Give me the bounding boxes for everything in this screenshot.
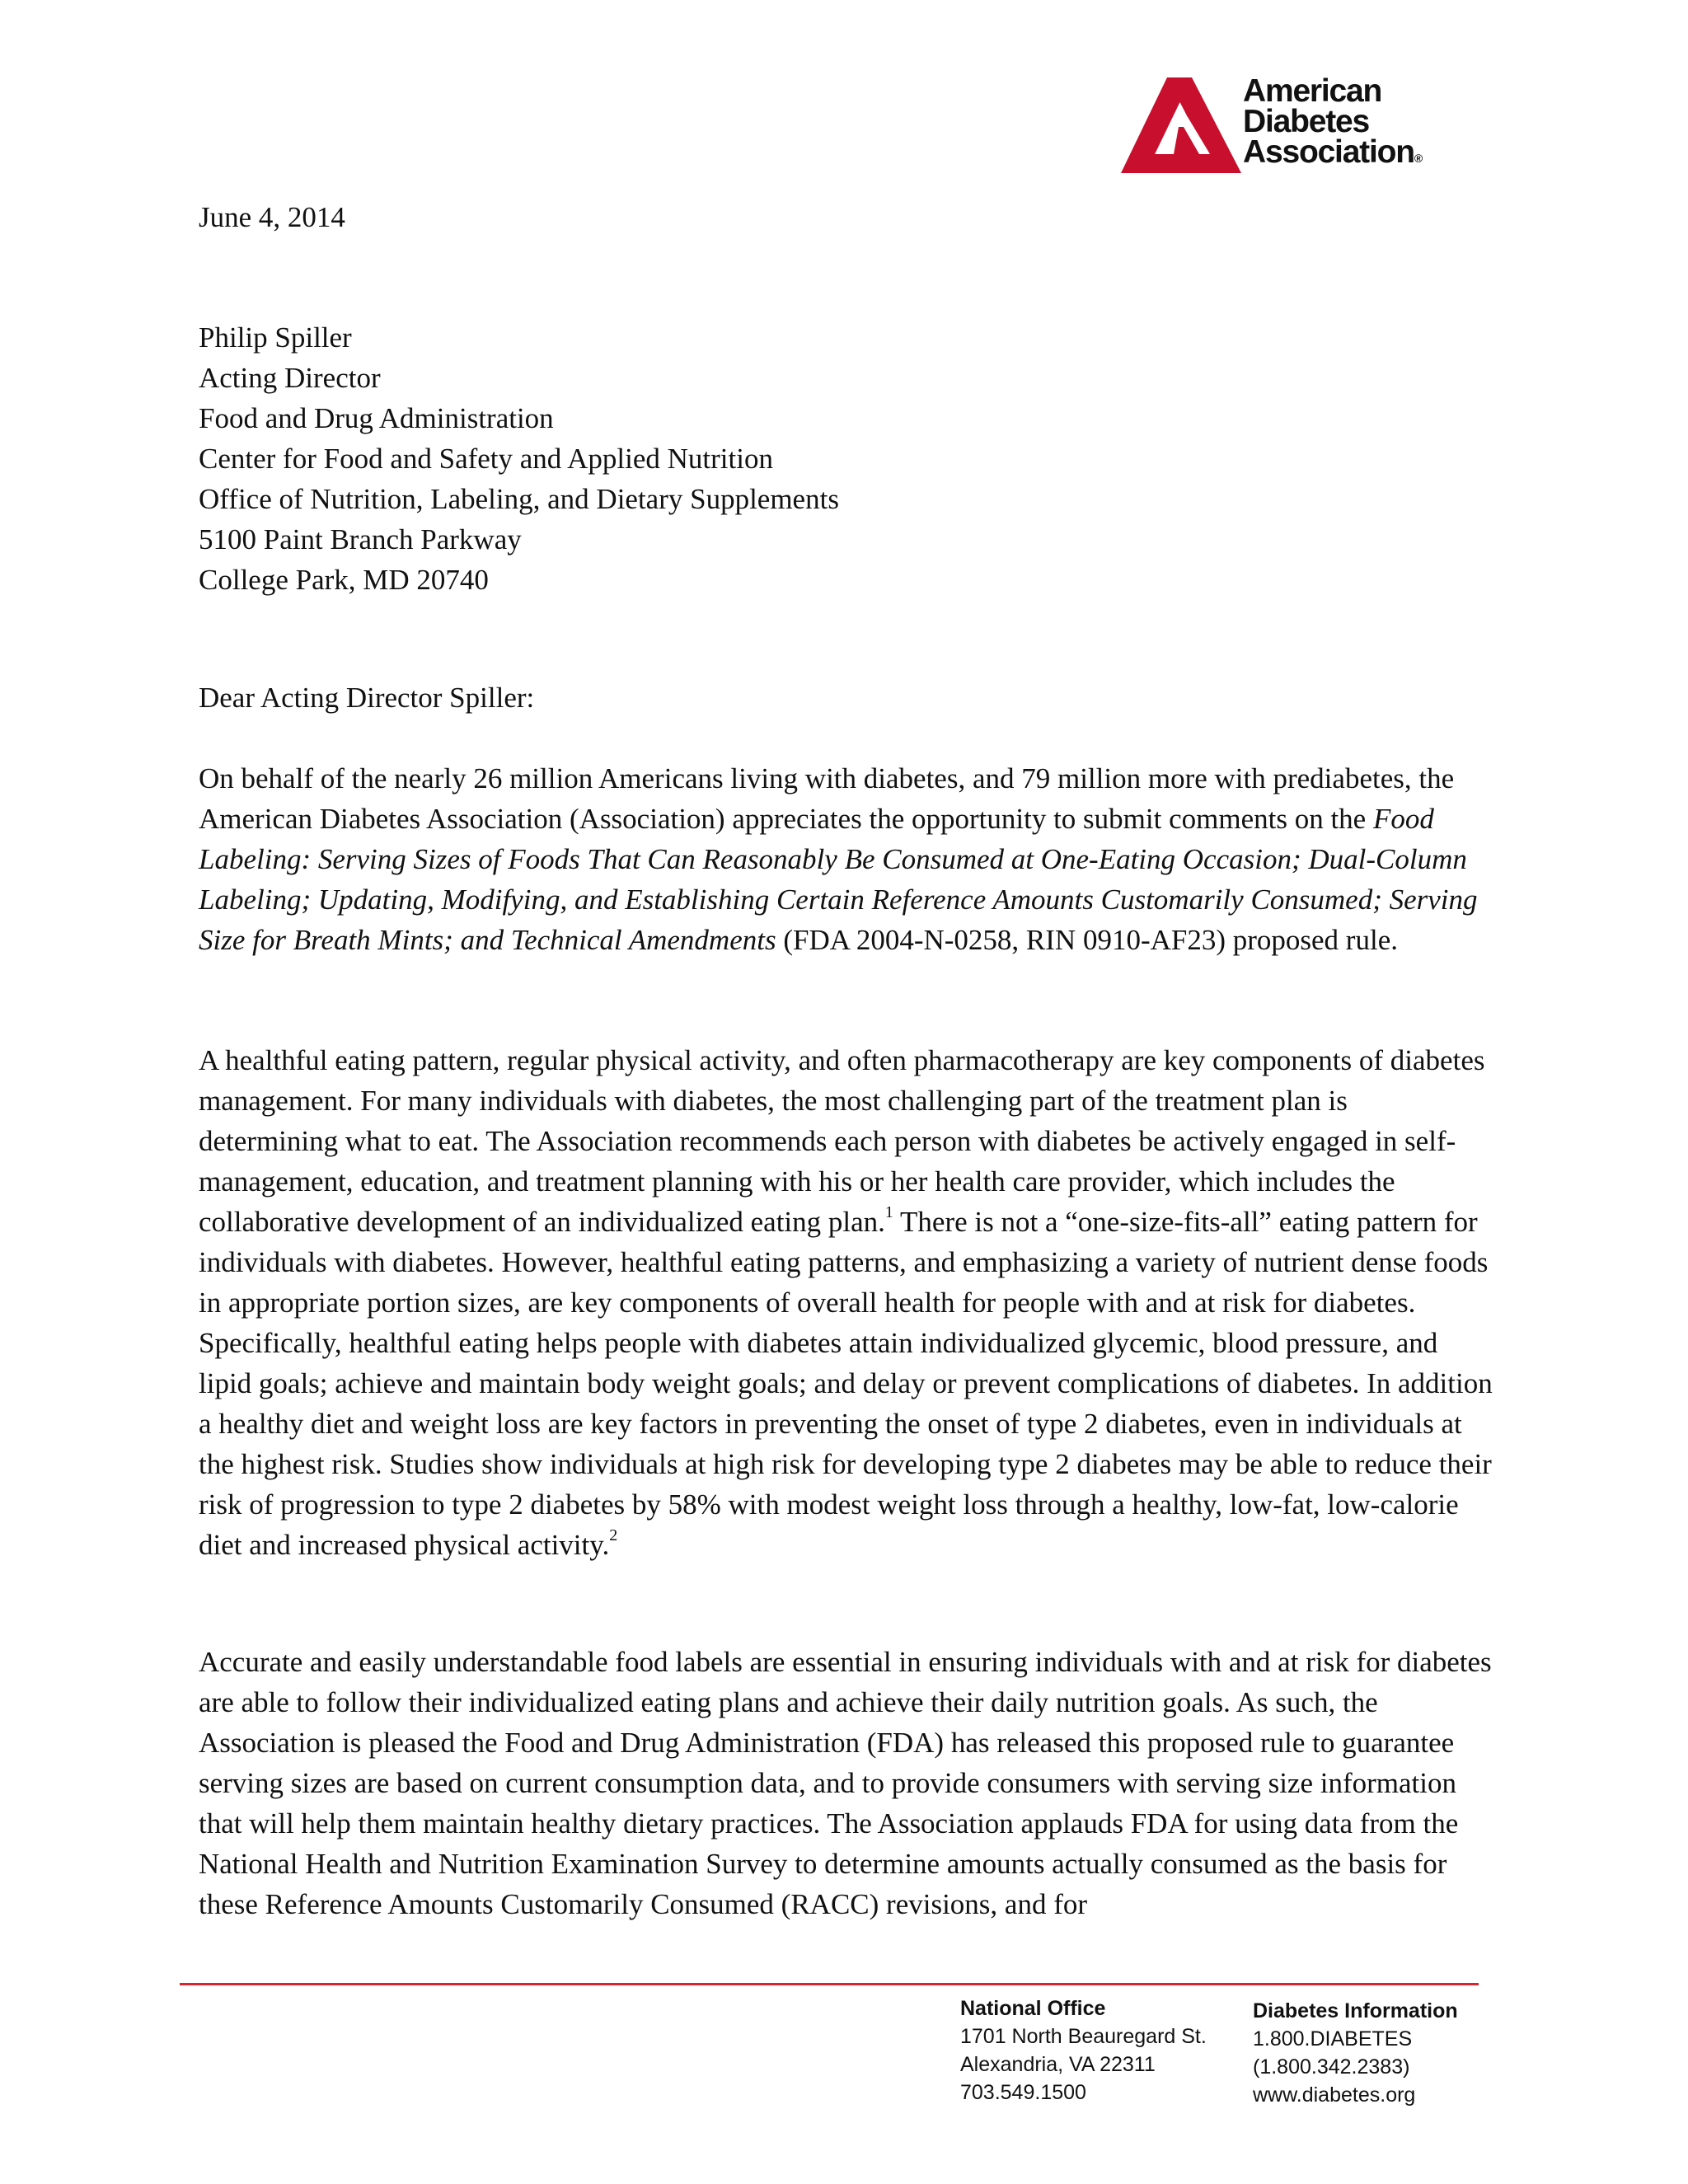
paragraph-1-outro: (FDA 2004-N-0258, RIN 0910-AF23) proposed rule. (776, 924, 1398, 956)
address-line: Philip Spiller (199, 321, 352, 354)
address-line: College Park, MD 20740 (199, 564, 489, 596)
body-paragraph-3 (199, 1642, 1493, 1924)
paragraph-2-part-2: There is not a “one-size-fits-all” eating pattern for individuals with diabetes. However, healthful eating patterns, and emphasizing a variety of nutrient dense foods in appropriate portion sizes, are key components of overall health for people with and at risk for diabetes. Specifically, healthful eating helps people with diabetes attain individualized glycemic, blood pressure, and lipid goals; achieve and maintain body weight goals; and delay or prevent complications of diabetes. In addition a healthy diet and weight loss are key factors in preventing the onset of type 2 diabetes, even in individuals at the highest risk. Studies show individuals at high risk for developing type 2 diabetes may be able to reduce their risk of progression to type 2 diabetes by 58% with modest weight loss through a healthy, low-fat, low-calorie diet and increased physical activity. (199, 1206, 1493, 1561)
address-line: Office of Nutrition, Labeling, and Dietary Supplements (199, 483, 839, 515)
registered-mark: ® (1414, 152, 1423, 165)
logo-line-2: Diabetes (1243, 104, 1369, 139)
footer-diabetes-information (1253, 1997, 1458, 2109)
footer-website-link[interactable]: www.diabetes.org (1253, 2083, 1416, 2107)
address-line: Food and Drug Administration (199, 402, 554, 434)
ada-logo (1121, 73, 1467, 178)
rule-title: Food Labeling: Serving Sizes of Foods That Can Reasonably Be Consumed at One-Eating Occasion; Dual-Column Labeling; Updating, Modifying, and Establishing Certain Reference Amounts Customarily Consumed; Serving Size for Breath Mints; and Technical Amendments (199, 803, 1478, 956)
logo-line-3-text: Association (1243, 134, 1414, 170)
address-line: Center for Food and Safety and Applied Nutrition (199, 443, 773, 475)
logo-line-3 (1243, 134, 1423, 174)
footer-national-office (960, 1994, 1207, 2107)
footer-office-heading: National Office (960, 1997, 1106, 2020)
address-line: 5100 Paint Branch Parkway (199, 523, 522, 555)
footer-office-line: Alexandria, VA 22311 (960, 2053, 1156, 2076)
footer-info-line: 1.800.DIABETES (1253, 2027, 1413, 2050)
footer-office-line: 703.549.1500 (960, 2081, 1086, 2104)
footnote-ref-2[interactable]: 2 (609, 1526, 618, 1545)
footer-info-heading: Diabetes Information (1253, 1999, 1458, 2022)
body-paragraph-1 (199, 758, 1493, 960)
footnote-ref-1[interactable]: 1 (884, 1203, 893, 1222)
recipient-address (199, 317, 1493, 600)
ada-triangle-icon (1121, 76, 1245, 178)
paragraph-2-part-1: A healthful eating pattern, regular physical activity, and often pharmacotherapy are key components of diabetes management. For many individuals with diabetes, the most challenging part of the treatment plan is determining what to eat. The Association recommends each person with diabetes be actively engaged in self-management, education, and treatment planning with his or her health care provider, which includes the collaborative development of an individualized eating plan. (199, 1044, 1485, 1238)
letter-date: June 4, 2014 (199, 201, 345, 233)
paragraph-1-intro: On behalf of the nearly 26 million Americans living with diabetes, and 79 million more with prediabetes, the American Diabetes Association (Association) appreciates the opportunity to submit comments on the (199, 762, 1455, 835)
footer-rule (180, 1983, 1479, 1985)
salutation: Dear Acting Director Spiller: (199, 682, 535, 714)
address-line: Acting Director (199, 362, 381, 394)
paragraph-3-text: Accurate and easily understandable food labels are essential in ensuring individuals with and at risk for diabetes are able to follow their individualized eating plans and achieve their daily nutrition goals. As such, the Association is pleased the Food and Drug Administration (FDA) has released this proposed rule to guarantee serving sizes are based on current consumption data, and to provide consumers with serving size information that will help them maintain healthy dietary practices. The Association applauds FDA for using data from the National Health and Nutrition Examination Survey to determine amounts actually consumed as the basis for these Reference Amounts Customarily Consumed (RACC) revisions, and for (199, 1646, 1492, 1920)
logo-wordmark (1243, 73, 1423, 174)
body-paragraph-2 (199, 1040, 1493, 1565)
logo-line-1: American (1243, 73, 1382, 109)
triangle-base (1141, 154, 1233, 173)
footer-info-line: (1.800.342.2383) (1253, 2055, 1410, 2079)
footer-office-line: 1701 North Beauregard St. (960, 2025, 1207, 2048)
